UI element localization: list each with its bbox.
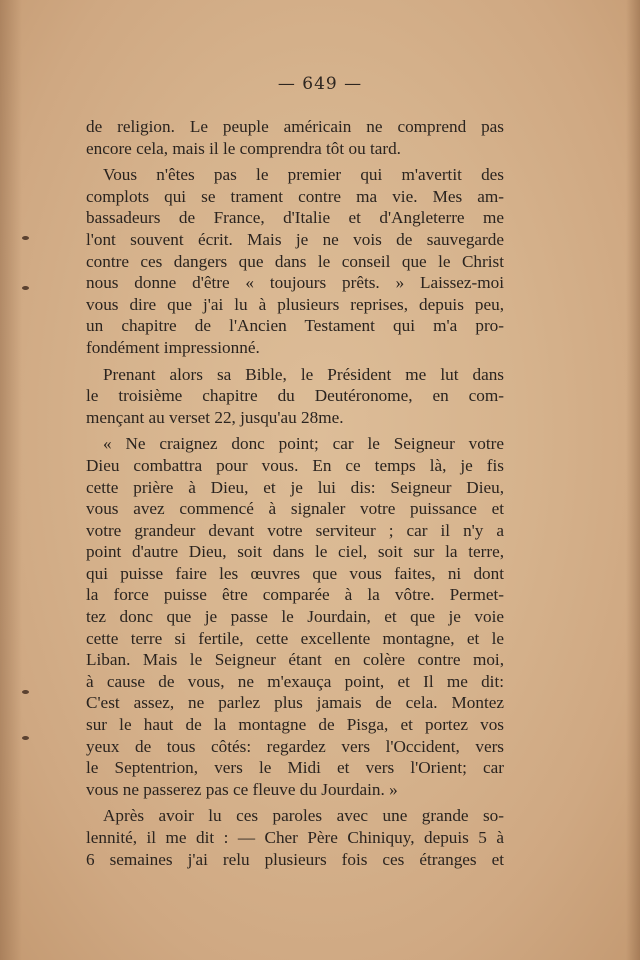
binding-hole	[22, 236, 29, 240]
text-line: votre grandeur devant votre serviteur ; car il n'y a	[86, 520, 504, 540]
page-number: — 649 —	[277, 74, 363, 94]
text-line: Prenant alors sa Bible, le Président me lut dans	[103, 364, 504, 384]
text-line: sur le haut de la montagne de Pisga, et portez vos	[86, 715, 504, 735]
text-line: bassadeurs de France, d'Italie et d'Angleterre me	[86, 208, 504, 228]
text-line: point d'autre Dieu, soit dans le ciel, soit sur la terre,	[86, 542, 504, 562]
paragraph	[86, 805, 504, 870]
binding-hole	[22, 286, 29, 290]
text-line: yeux de tous côtés: regardez vers l'Occident, vers	[86, 736, 504, 756]
text-line: tez donc que je passe le Jourdain, et que je voie	[86, 607, 504, 627]
text-line: vous dire que j'ai lu à plusieurs reprises, depuis peu,	[86, 294, 504, 314]
text-line: encore cela, mais il le comprendra tôt ou tard.	[86, 138, 401, 158]
text-line: le troisième chapitre du Deutéronome, en com-	[86, 386, 504, 406]
body-text	[86, 116, 504, 870]
text-line: qui puisse faire les œuvres que vous faites, ni dont	[86, 563, 504, 583]
binding-hole	[22, 690, 29, 694]
text-line: complots qui se trament contre ma vie. Mes am-	[86, 186, 504, 206]
paragraph	[86, 116, 504, 159]
page-edge-shadow-right	[626, 0, 640, 960]
text-line: cette prière à Dieu, et je lui dis: Seigneur Dieu,	[86, 477, 504, 497]
text-line: 6 semaines j'ai relu plusieurs fois ces étranges et	[86, 849, 504, 869]
text-line: mençant au verset 22, jusqu'au 28me.	[86, 407, 344, 427]
text-line: cette terre si fertile, cette excellente montagne, et le	[86, 628, 504, 648]
paragraph	[86, 433, 504, 800]
text-line: Dieu combattra pour vous. En ce temps là, je fis	[86, 455, 504, 475]
text-line: vous ne passerez pas ce fleuve du Jourdain. »	[86, 779, 398, 799]
text-line: C'est assez, ne parlez plus jamais de cela. Montez	[86, 693, 504, 713]
text-line: Liban. Mais le Seigneur étant en colère contre moi,	[86, 650, 504, 670]
text-line: un chapitre de l'Ancien Testament qui m'a pro-	[86, 316, 504, 336]
binding-hole	[22, 736, 29, 740]
text-line: de religion. Le peuple américain ne comprend pas	[86, 117, 504, 136]
text-line: Vous n'êtes pas le premier qui m'avertit des	[103, 165, 504, 185]
text-line: fondément impressionné.	[86, 337, 260, 357]
text-line: à cause de vous, ne m'exauça point, et Il me dit:	[86, 671, 504, 691]
text-line: le Septentrion, vers le Midi et vers l'Orient; car	[86, 758, 504, 778]
text-line: vous avez commencé à signaler votre puissance et	[86, 499, 504, 519]
paragraph	[86, 364, 504, 429]
text-line: lennité, il me dit : — Cher Père Chiniquy, depuis 5 à	[86, 828, 504, 847]
text-line: « Ne craignez donc point; car le Seigneur votre	[103, 434, 504, 454]
text-line: nous donne d'être « toujours prêts. » Laissez-moi	[86, 273, 504, 293]
text-line: contre ces dangers que dans le conseil que le Christ	[86, 251, 504, 271]
page-edge-shadow-left	[0, 0, 22, 960]
text-line: la force puisse être comparée à la vôtre. Permet-	[86, 585, 504, 605]
text-line: Après avoir lu ces paroles avec une grande so-	[103, 806, 504, 826]
paragraph	[86, 164, 504, 358]
text-line: l'ont souvent écrit. Mais je ne vois de sauvegarde	[86, 229, 504, 249]
